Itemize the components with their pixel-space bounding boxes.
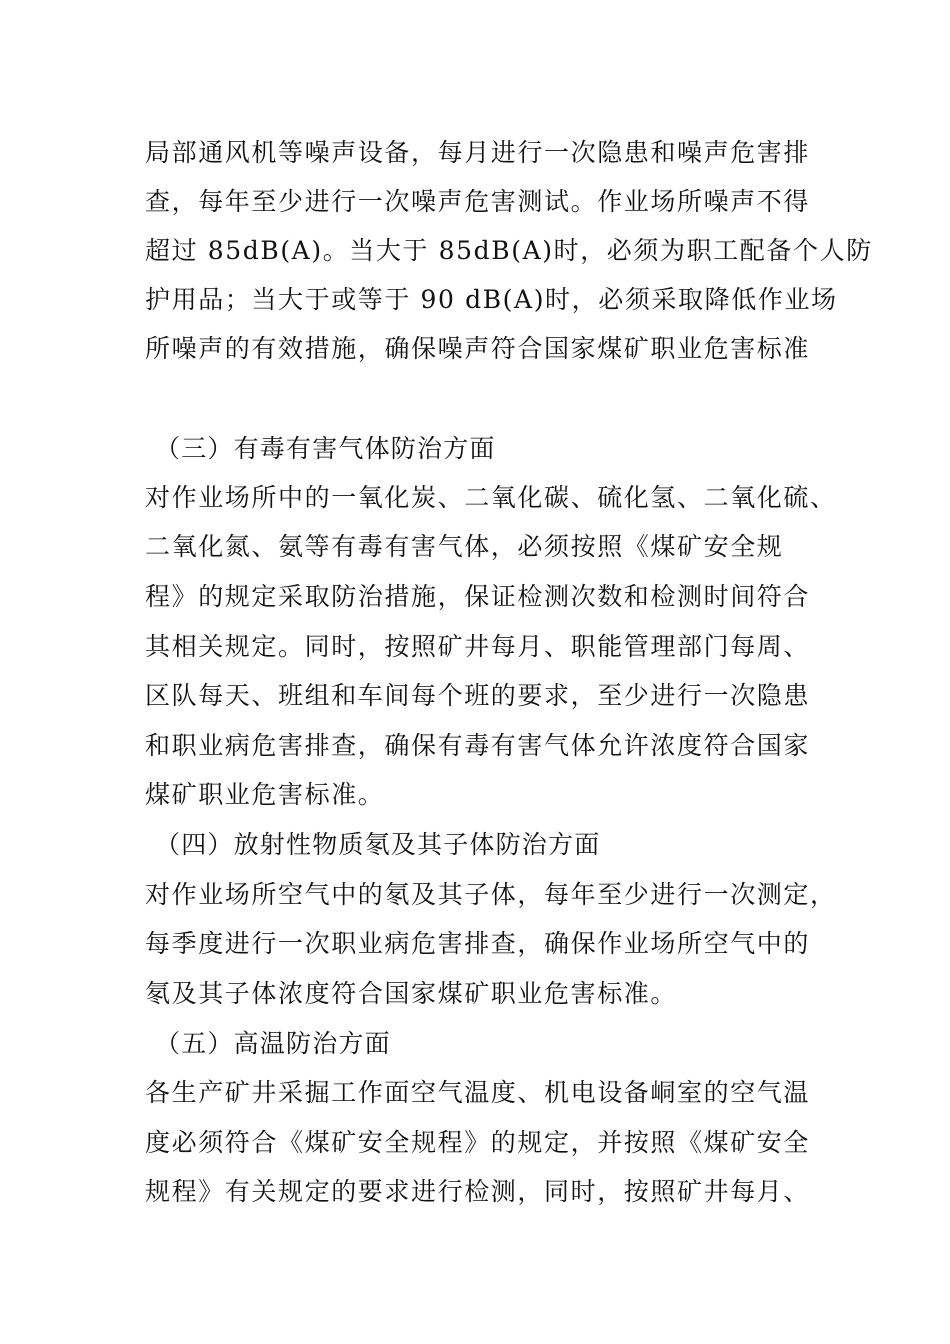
paragraph-line: 度必须符合《煤矿安全规程》的规定，并按照《煤矿安全 xyxy=(145,1128,811,1157)
paragraph-line: 煤矿职业危害标准。 xyxy=(145,780,385,809)
paragraph-line: 局部通风机等噪声设备，每月进行一次隐患和噪声危害排 xyxy=(145,138,811,167)
paragraph-line: 其相关规定。同时，按照矿井每月、职能管理部门每周、 xyxy=(145,632,811,661)
section-heading-5: （五）高温防治方面 xyxy=(155,1029,391,1058)
paragraph-line: 对作业场所空气中的氡及其子体，每年至少进行一次测定， xyxy=(145,880,837,909)
paragraph-line: 每季度进行一次职业病危害排查，确保作业场所空气中的 xyxy=(145,929,811,958)
paragraph-line: 各生产矿井采掘工作面空气温度、机电设备峒室的空气温 xyxy=(145,1078,811,1107)
section-heading-4: （四）放射性物质氡及其子体防治方面 xyxy=(155,830,601,859)
paragraph-line: 对作业场所中的一氧化炭、二氧化碳、硫化氢、二氧化硫、 xyxy=(145,483,837,512)
paragraph-line: 超过 85dB(A)。当大于 85dB(A)时，必须为职工配备个人防 xyxy=(145,236,873,265)
paragraph-line: 所噪声的有效措施，确保噪声符合国家煤矿职业危害标准 xyxy=(145,334,811,363)
paragraph-line: 区队每天、班组和车间每个班的要求，至少进行一次隐患 xyxy=(145,681,811,710)
paragraph-line: 规程》有关规定的要求进行检测，同时，按照矿井每月、 xyxy=(145,1177,811,1206)
paragraph-line: 和职业病危害排查，确保有毒有害气体允许浓度符合国家 xyxy=(145,731,811,760)
paragraph-line: 氡及其子体浓度符合国家煤矿职业危害标准。 xyxy=(145,979,678,1008)
paragraph-line: 二氧化氮、氨等有毒有害气体，必须按照《煤矿安全规 xyxy=(145,532,784,561)
paragraph-line: 查，每年至少进行一次噪声危害测试。作业场所噪声不得 xyxy=(145,187,811,216)
section-heading-3: （三）有毒有害气体防治方面 xyxy=(155,434,496,463)
paragraph-line: 护用品；当大于或等于 90 dB(A)时，必须采取降低作业场 xyxy=(145,285,838,314)
paragraph-line: 程》的规定采取防治措施，保证检测次数和检测时间符合 xyxy=(145,582,811,611)
